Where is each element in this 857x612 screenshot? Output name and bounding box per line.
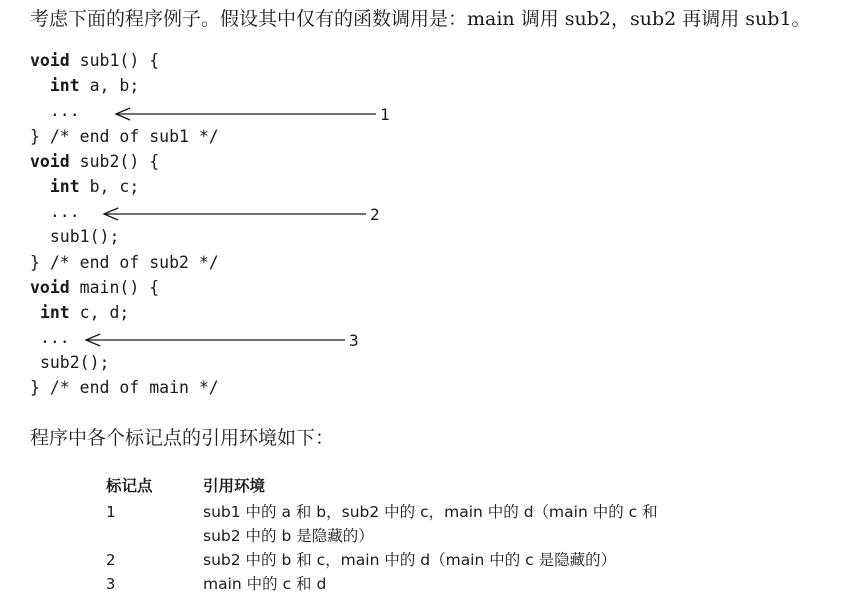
row-point: 1 (106, 503, 116, 521)
table-row (106, 548, 803, 572)
code-listing (30, 48, 219, 401)
marker-label-1: 1 (380, 105, 390, 124)
code-line: ... (39, 328, 70, 348)
code-line: int c, d; (39, 302, 130, 322)
environment-line: sub2 中的 b 是隐藏的） (203, 527, 374, 545)
code-line: ... (49, 101, 80, 121)
code-line: int b, c; (49, 176, 140, 196)
code-line: void sub1() { (30, 51, 160, 70)
code-line: } /* end of sub2 */ (30, 252, 219, 272)
code-line: sub2(); (39, 353, 110, 373)
environment-line: sub1 中的 a 和 b，sub2 中的 c，main 中的 d（main 中的 c 和 (203, 503, 658, 521)
environment-line: sub2 中的 b 和 c，main 中的 d（main 中的 c 是隐藏的） (203, 551, 617, 569)
code-line: void main() { (30, 277, 160, 297)
code-line: ... (49, 202, 80, 222)
table-header (106, 472, 803, 500)
table-row (106, 572, 803, 596)
code-line: } /* end of main */ (30, 378, 219, 398)
header-point: 标记点 (106, 476, 153, 495)
environment-line: main 中的 c 和 d (203, 575, 327, 593)
table-row (106, 500, 803, 548)
header-environment: 引用环境 (203, 476, 266, 495)
row-environment (203, 548, 803, 572)
row-environment (203, 500, 803, 548)
row-point: 2 (106, 551, 116, 569)
code-line: int a, b; (49, 76, 140, 96)
environment-table (106, 472, 803, 596)
code-line: void sub2() { (30, 151, 160, 171)
marker-label-2: 2 (370, 205, 380, 224)
code-line: sub1(); (49, 227, 120, 247)
code-line: } /* end of sub1 */ (30, 126, 219, 146)
row-point: 3 (106, 575, 116, 593)
marker-label-3: 3 (349, 331, 359, 350)
row-environment (203, 572, 803, 596)
intro-paragraph: 考虑下面的程序例子。假设其中仅有的函数调用是：main 调用 sub2，sub2 再调用 sub1。 (30, 8, 811, 30)
section-title: 程序中各个标记点的引用环境如下： (30, 427, 335, 449)
